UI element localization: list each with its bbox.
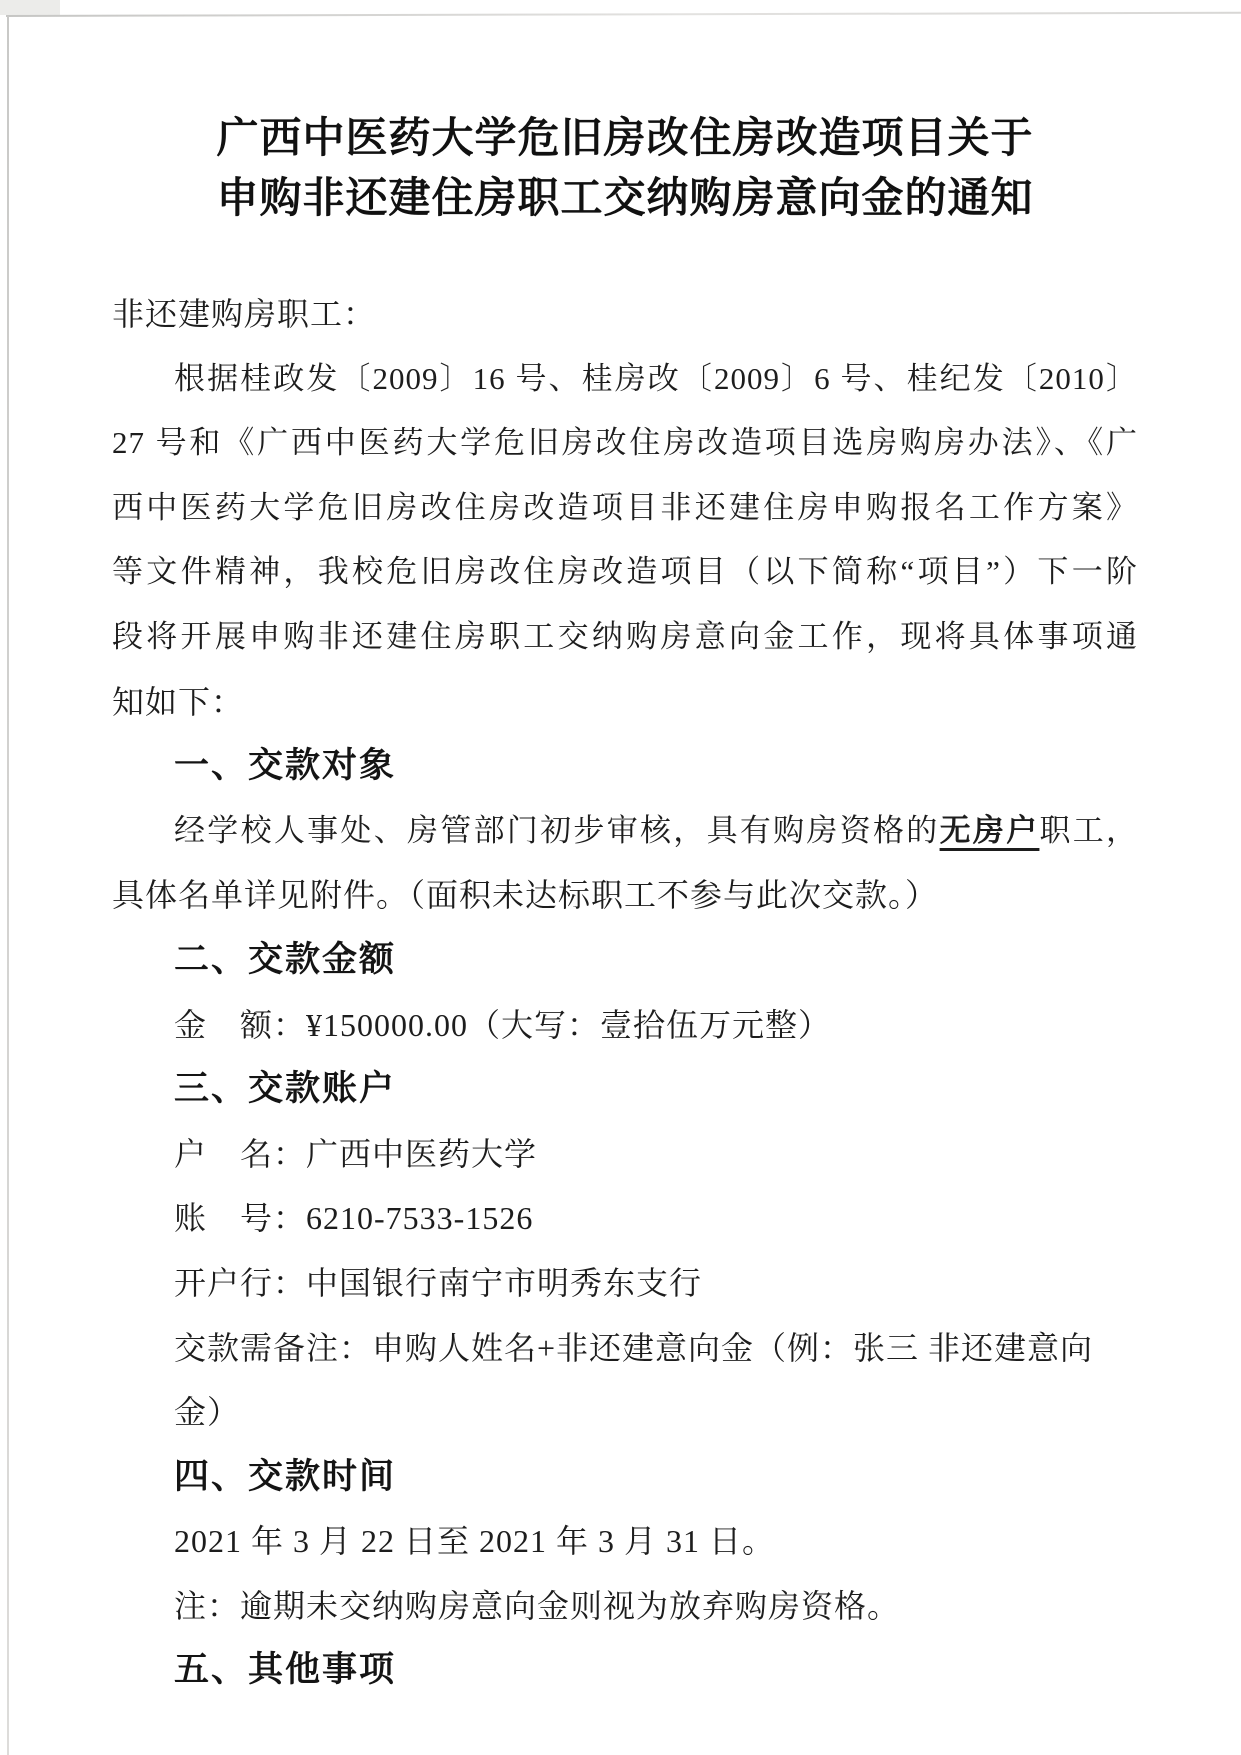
section1-heading: 一、交款对象 xyxy=(174,746,397,786)
eligibility-text-prefix: 经学校人事处、房管部门初步审核，具有购房资格的 xyxy=(174,812,940,848)
account-number-line: 账 号：6210-7533-1526 xyxy=(174,1200,534,1237)
document-body xyxy=(112,282,1138,1703)
scan-page-top-edge xyxy=(6,12,1241,17)
section4-heading: 四、交款时间 xyxy=(174,1456,397,1496)
bank-branch-line: 开户行：中国银行南宁市明秀东支行 xyxy=(174,1264,703,1301)
section5-heading: 五、其他事项 xyxy=(174,1650,397,1690)
intro-line-3: 西中医药大学危旧房改住房改造项目非还建住房申购报名工作方案》 xyxy=(112,489,1138,525)
account-name-line: 户 名：广西中医药大学 xyxy=(174,1135,538,1172)
scan-corner-shade xyxy=(0,0,60,15)
section2-heading: 二、交款金额 xyxy=(174,939,397,979)
document-title xyxy=(112,108,1138,228)
title-line-1: 广西中医药大学危旧房改住房改造项目关于 xyxy=(216,114,1034,161)
overdue-note-line: 注：逾期未交纳购房意向金则视为放弃购房资格。 xyxy=(174,1587,901,1624)
section3-heading: 三、交款账户 xyxy=(174,1069,397,1109)
intro-line-5: 段将开展申购非还建住房职工交纳购房意向金工作，现将具体事项通 xyxy=(112,618,1138,654)
payment-period-line: 2021 年 3 月 22 日至 2021 年 3 月 31 日。 xyxy=(174,1523,776,1560)
title-line-2: 申购非还建住房职工交纳购房意向金的通知 xyxy=(216,174,1034,221)
intro-line-1: 根据桂政发〔2009〕16 号、桂房改〔2009〕6 号、桂纪发〔2010〕 xyxy=(174,360,1138,396)
no-house-household-emphasis: 无房户 xyxy=(939,812,1040,848)
intro-line-2: 27 号和《广西中医药大学危旧房改住房改造项目选房购房办法》、《广 xyxy=(112,425,1138,461)
section1-line-1 xyxy=(112,799,1138,864)
scan-page-left-edge xyxy=(7,16,9,1755)
section1-line-2: 具体名单详见附件。（面积未达标职工不参与此次交款。） xyxy=(112,877,939,914)
payment-remark-line: 交款需备注：申购人姓名+非还建意向金（例：张三 非还建意向金） xyxy=(174,1329,1094,1431)
salutation: 非还建购房职工： xyxy=(112,296,377,332)
notice-document xyxy=(112,108,1138,1703)
amount-line: 金 额：¥150000.00（大写：壹拾伍万元整） xyxy=(174,1006,832,1043)
intro-line-4: 等文件精神，我校危旧房改住房改造项目（以下简称“项目”）下一阶 xyxy=(112,554,1138,590)
eligibility-text-suffix: 职工， xyxy=(1039,812,1139,848)
intro-line-6: 知如下： xyxy=(112,683,245,720)
